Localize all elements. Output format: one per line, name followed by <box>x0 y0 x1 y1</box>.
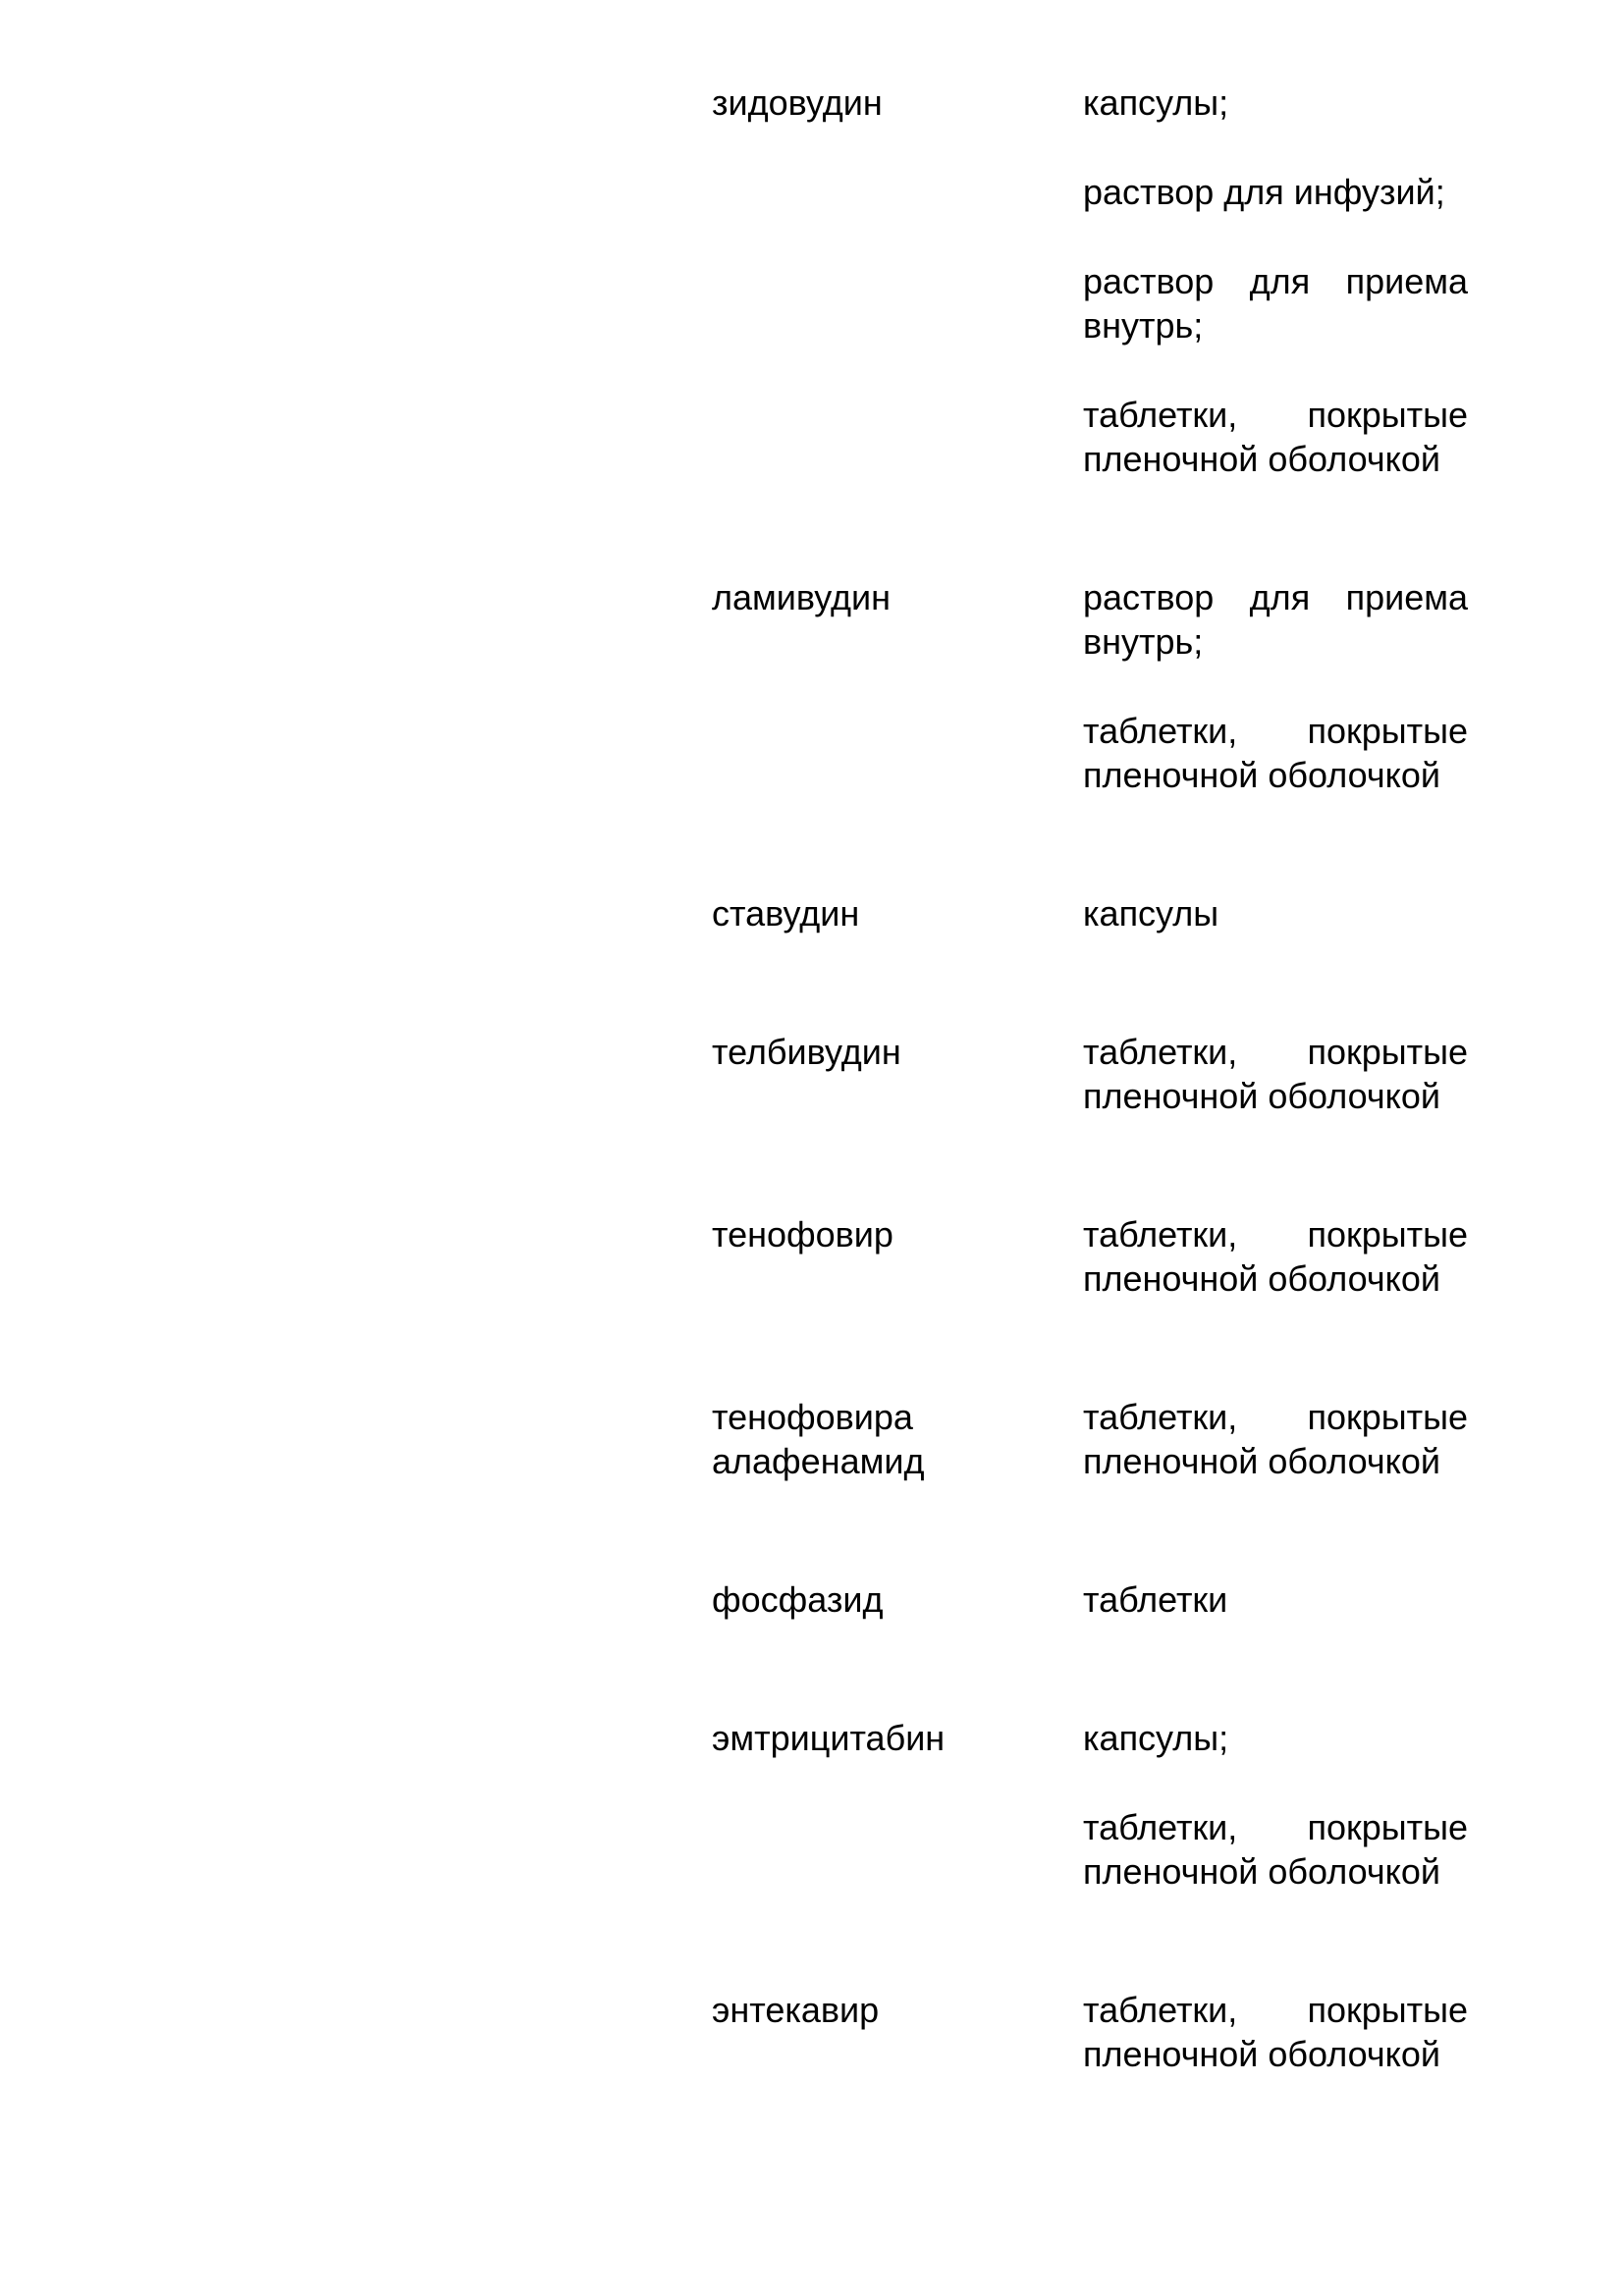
drug-name: ставудин <box>712 893 860 934</box>
dosage-forms <box>1083 1212 1468 1301</box>
drug-row-tenofovir-alafenamide <box>712 1395 1468 1483</box>
dosage-forms <box>1083 1395 1468 1483</box>
drug-name: ламивудин <box>712 577 892 617</box>
dosage-form: раствор для приема внутрь; <box>1083 261 1468 346</box>
dosage-form: таблетки, покрытые пленочной оболочкой <box>1083 1397 1468 1481</box>
dosage-forms <box>1083 1030 1468 1118</box>
drug-row-phosphazide <box>712 1577 1468 1622</box>
row-spacer <box>712 481 1468 575</box>
drug-row-telbivudine <box>712 1030 1468 1118</box>
drug-row-lamivudine <box>712 575 1468 797</box>
dosage-forms <box>1083 1716 1468 1894</box>
dosage-form: капсулы; <box>1083 1718 1229 1758</box>
dosage-form: раствор для приема внутрь; <box>1083 577 1468 662</box>
dosage-form: таблетки, покрытые пленочной оболочкой <box>1083 1214 1468 1299</box>
dosage-form: капсулы <box>1083 893 1219 934</box>
dosage-form: таблетки, покрытые пленочной оболочкой <box>1083 1807 1468 1892</box>
drug-row-tenofovir <box>712 1212 1468 1301</box>
dosage-form: таблетки <box>1083 1579 1228 1620</box>
dosage-form: таблетки, покрытые пленочной оболочкой <box>1083 1990 1468 2074</box>
row-spacer <box>712 935 1468 1030</box>
drug-row-entecavir <box>712 1988 1468 2076</box>
row-spacer <box>712 1301 1468 1395</box>
drug-row-emtricitabine <box>712 1716 1468 1894</box>
drug-row-stavudine <box>712 891 1468 935</box>
dosage-form: таблетки, покрытые пленочной оболочкой <box>1083 1032 1468 1116</box>
row-spacer <box>712 1483 1468 1577</box>
drug-name: энтекавир <box>712 1990 880 2030</box>
dosage-form: таблетки, покрытые пленочной оболочкой <box>1083 711 1468 795</box>
dosage-forms <box>1083 575 1468 797</box>
drug-name: телбивудин <box>712 1032 901 1072</box>
row-spacer <box>712 1622 1468 1716</box>
row-spacer <box>712 1118 1468 1212</box>
dosage-forms <box>1083 1577 1468 1622</box>
row-spacer <box>712 797 1468 891</box>
drug-name: зидовудин <box>712 82 883 123</box>
dosage-forms <box>1083 891 1468 935</box>
drug-name: тенофовира алафенамид <box>712 1397 925 1481</box>
dosage-forms <box>1083 1988 1468 2076</box>
row-spacer <box>712 1894 1468 1988</box>
drug-table <box>712 80 1468 2076</box>
dosage-form: капсулы; <box>1083 82 1229 123</box>
drug-name: эмтрицитабин <box>712 1718 946 1758</box>
drug-name: фосфазид <box>712 1579 884 1620</box>
dosage-form: раствор для инфузий; <box>1083 172 1445 212</box>
drug-row-zidovudine <box>712 80 1468 481</box>
dosage-form: таблетки, покрытые пленочной оболочкой <box>1083 395 1468 479</box>
drug-name: тенофовир <box>712 1214 893 1255</box>
dosage-forms <box>1083 80 1468 481</box>
